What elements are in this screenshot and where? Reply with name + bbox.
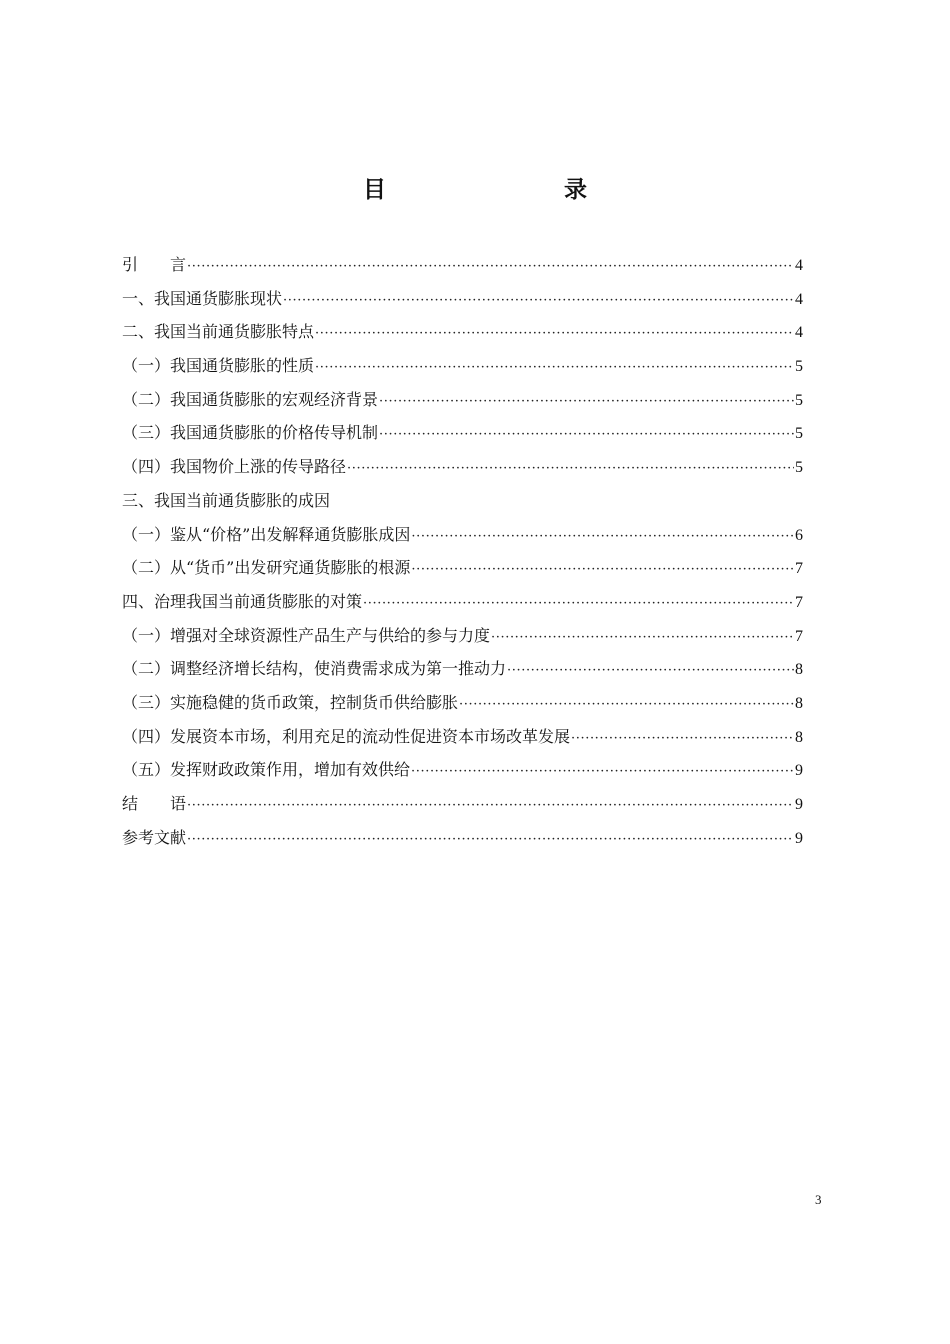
toc-leader-dots [379, 385, 794, 419]
toc-entry-page: 7 [795, 593, 803, 611]
toc-entry[interactable] [122, 619, 803, 653]
toc-entry-label: 四、治理我国当前通货膨胀的对策 [122, 591, 363, 611]
toc-entry[interactable] [122, 821, 803, 855]
toc-entry-page: 9 [795, 762, 803, 780]
toc-leader-dots [187, 789, 794, 823]
toc-leader-dots [491, 621, 794, 655]
table-of-contents [122, 248, 803, 854]
toc-entry-label: （一）我国通货膨胀的性质 [122, 356, 315, 376]
toc-leader-dots [283, 284, 794, 318]
toc-entry-label: （五）发挥财政政策作用，增加有效供给 [122, 760, 411, 780]
toc-entry-page: 9 [795, 829, 803, 847]
page-number: 3 [815, 1192, 822, 1207]
toc-entry[interactable] [122, 416, 803, 450]
toc-entry[interactable] [122, 315, 803, 349]
toc-leader-dots [187, 250, 794, 284]
toc-entry-label: （三）实施稳健的货币政策，控制货币供给膨胀 [122, 692, 459, 712]
toc-entry-page: 4 [795, 257, 803, 274]
toc-leader-dots [411, 755, 794, 789]
toc-entry-page: 7 [795, 560, 803, 578]
toc-entry-page: 5 [795, 459, 803, 477]
toc-leader-dots [411, 553, 794, 587]
toc-entry-label: （三）我国通货膨胀的价格传导机制 [122, 423, 379, 443]
toc-entry-page: 6 [795, 526, 803, 544]
toc-entry-label: 三、我国当前通货膨胀的成因 [122, 490, 331, 510]
toc-leader-dots [347, 452, 794, 486]
toc-entry[interactable] [122, 518, 803, 552]
toc-entry-label: 参考文献 [122, 827, 187, 847]
toc-leader-dots [411, 520, 794, 554]
toc-entry[interactable] [122, 383, 803, 417]
toc-leader-dots [315, 351, 794, 385]
toc-entry-page: 5 [795, 425, 803, 443]
toc-entry-page: 9 [795, 796, 803, 813]
toc-leader-dots [459, 688, 794, 722]
toc-entry-label: （二）从“货币”出发研究通货膨胀的根源 [122, 558, 411, 578]
toc-entry-page: 8 [795, 661, 803, 679]
toc-entry-label: 结 语 [122, 794, 187, 813]
toc-entry-page: 8 [795, 728, 803, 746]
toc-entry[interactable] [122, 686, 803, 720]
toc-leader-dots [571, 722, 794, 756]
toc-entry-label: 引 言 [122, 255, 187, 274]
toc-entry[interactable] [122, 282, 803, 316]
toc-entry-label: 二、我国当前通货膨胀特点 [122, 322, 315, 342]
toc-leader-dots [315, 317, 794, 351]
toc-entry[interactable] [122, 349, 803, 383]
toc-entry-label: （二）我国通货膨胀的宏观经济背景 [122, 389, 379, 409]
toc-entry-label: （四）发展资本市场，利用充足的流动性促进资本市场改革发展 [122, 726, 571, 746]
toc-entry[interactable] [122, 753, 803, 787]
toc-entry-page: 4 [795, 290, 803, 308]
toc-entry[interactable] [122, 450, 803, 484]
toc-entry-page: 4 [795, 324, 803, 342]
toc-entry[interactable] [122, 484, 803, 518]
toc-entry-label: （四）我国物价上涨的传导路径 [122, 457, 347, 477]
toc-entry[interactable] [122, 652, 803, 686]
toc-leader-dots [507, 654, 794, 688]
toc-entry[interactable] [122, 585, 803, 619]
toc-leader-dots [379, 418, 794, 452]
toc-entry[interactable] [122, 720, 803, 754]
toc-leader-dots [187, 823, 794, 857]
toc-entry[interactable] [122, 551, 803, 585]
toc-entry-label: （一）鉴从“价格”出发解释通货膨胀成因 [122, 524, 411, 544]
toc-entry[interactable] [122, 248, 803, 282]
page-title: 目 录 [363, 177, 631, 203]
toc-entry-label: 一、我国通货膨胀现状 [122, 288, 283, 308]
toc-entry-page: 7 [795, 627, 803, 645]
toc-entry-label: （二）调整经济增长结构，使消费需求成为第一推动力 [122, 659, 507, 679]
toc-entry[interactable] [122, 787, 803, 821]
toc-entry-label: （一）增强对全球资源性产品生产与供给的参与力度 [122, 625, 491, 645]
toc-entry-page: 5 [795, 391, 803, 409]
toc-entry-page: 5 [795, 358, 803, 376]
toc-entry-page: 8 [795, 694, 803, 712]
toc-leader-dots [363, 587, 794, 621]
